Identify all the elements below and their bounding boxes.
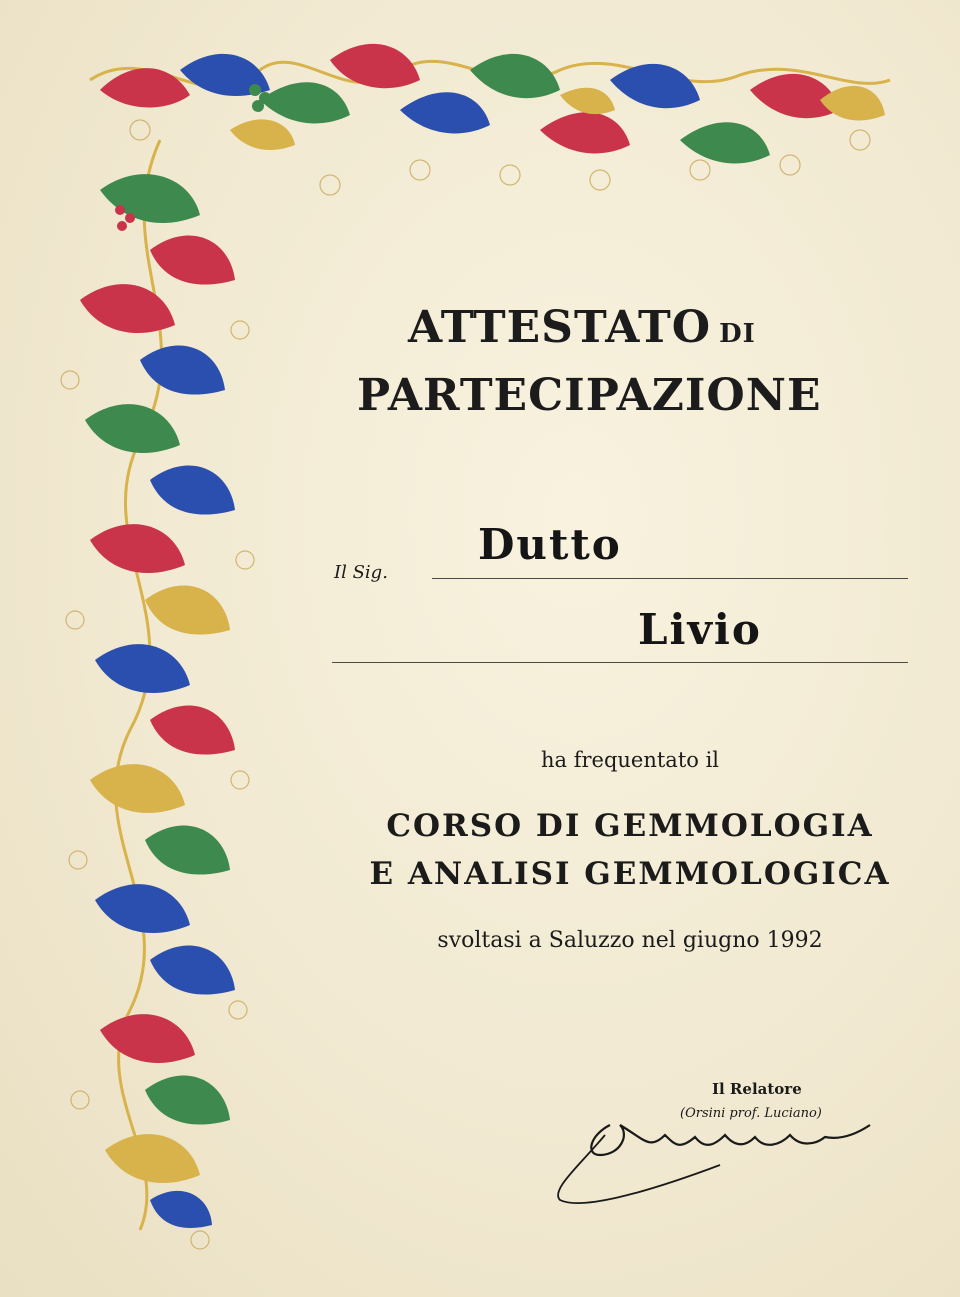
course-title-line-1: CORSO DI GEMMOLOGIA [386, 808, 874, 844]
title-main: ATTESTATO [408, 302, 712, 353]
relatore-name: (Orsini prof. Luciano) [680, 1106, 822, 1121]
top-border-ornament [90, 44, 890, 164]
course-title-line-2: E ANALISI GEMMOLOGICA [369, 856, 891, 892]
handwritten-signature [550, 1095, 910, 1215]
participant-given-name: Livio [638, 605, 762, 654]
title-line-1 [408, 302, 960, 353]
participant-surname: Dutto [478, 520, 622, 569]
title-di: DI [719, 319, 756, 349]
relatore-label: Il Relatore [712, 1080, 802, 1098]
location-date: svoltasi a Saluzzo nel giugno 1992 [437, 928, 823, 953]
left-border-ornament [80, 140, 235, 1230]
sig-label: Il Sig. [334, 562, 388, 583]
given-name-line [332, 662, 908, 663]
attended-text: ha frequentato il [540, 748, 720, 772]
title-line-2: PARTECIPAZIONE [357, 370, 822, 421]
surname-line [432, 578, 908, 579]
